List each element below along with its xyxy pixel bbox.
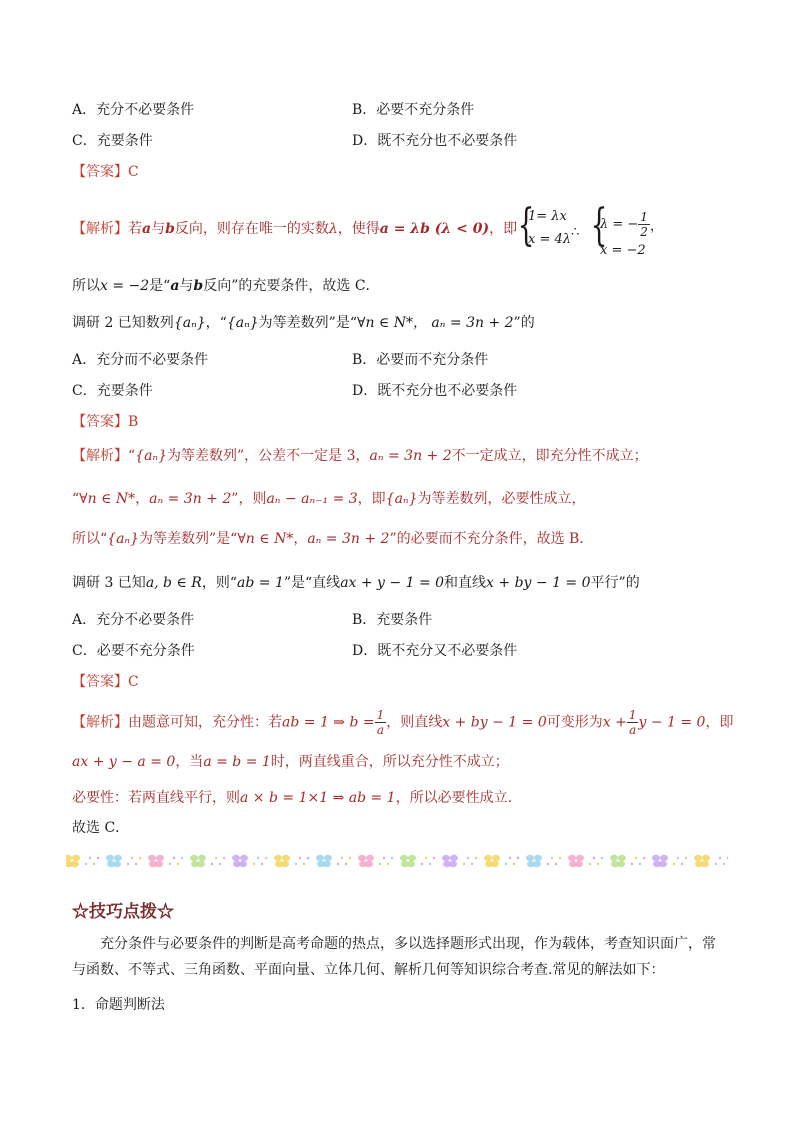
text: 反向”的充要条件，故选 C． <box>203 278 380 294</box>
dot-icon <box>421 863 423 865</box>
butterfly-icon <box>232 855 248 867</box>
dot-icon <box>379 863 381 865</box>
text: 与 <box>151 221 166 237</box>
butterfly-icon <box>66 855 80 867</box>
math: a <box>142 221 152 237</box>
q3-stem <box>72 573 640 593</box>
fraction <box>638 210 650 239</box>
text: ，则“ <box>201 575 237 591</box>
q1-answer <box>72 162 139 182</box>
dot-icon <box>677 857 679 859</box>
text: 不一定成立，即充分性不成立； <box>451 448 648 464</box>
dot-icon <box>391 857 393 859</box>
q3-analysis-line2 <box>72 752 509 772</box>
system-2-row1 <box>600 210 650 239</box>
answer-tag: 【答案】 <box>72 414 128 430</box>
fraction <box>627 708 639 737</box>
q3-analysis-line3 <box>72 788 512 808</box>
q3-analysis-line1 <box>72 708 733 737</box>
butterfly-icon <box>316 855 332 867</box>
math: a <box>170 278 180 294</box>
dot-icon <box>139 857 141 859</box>
text: 由题意可知，充分性：若 <box>128 714 282 731</box>
dot-icon <box>467 857 469 859</box>
denominator: a <box>376 723 385 737</box>
math: ab = 1 <box>237 575 284 591</box>
text: ，使得 <box>337 221 380 237</box>
numerator: 1 <box>640 210 648 224</box>
dot-icon <box>307 857 309 859</box>
analysis-tag: 【解析】 <box>72 714 128 731</box>
system-1-row1: 1= λx <box>528 209 567 224</box>
math: {aₙ} <box>107 531 140 547</box>
math: a = λb (λ < 0) <box>379 221 490 237</box>
comma: ， <box>650 219 664 234</box>
q3-option-c: C．必要不充分条件 <box>72 643 195 659</box>
butterfly-icon <box>610 855 626 867</box>
dot-icon <box>93 863 95 865</box>
q3-final: 故选 C． <box>72 820 130 836</box>
tips-item-1: 1．命题判断法 <box>72 997 165 1013</box>
dot-icon <box>723 863 725 865</box>
text: 若 <box>128 221 142 237</box>
q3-option-a: A．充分不必要条件 <box>72 612 195 628</box>
text: 为等差数列”是“ <box>258 315 357 331</box>
dot-icon <box>597 863 599 865</box>
q2-option-b: B．必要而不充分条件 <box>352 352 489 368</box>
math: {aₙ} <box>385 491 418 507</box>
text: ”是“直线 <box>283 575 341 591</box>
butterfly-icon <box>190 855 206 867</box>
math: ax + y − a = 0 <box>72 754 176 770</box>
text: 调研 3 已知 <box>72 575 146 591</box>
butterfly-icon <box>652 855 668 867</box>
dot-icon <box>719 857 721 859</box>
math: y − 1 = 0 <box>638 714 706 731</box>
text: ”的 <box>513 315 535 331</box>
dot-icon <box>673 863 675 865</box>
math: ∀n ∈ N* <box>79 491 136 507</box>
dot-icon <box>261 863 263 865</box>
dot-icon <box>177 863 179 865</box>
butterfly-icon <box>484 855 500 867</box>
dot-icon <box>223 857 225 859</box>
text: 必要性：若两直线平行，则 <box>72 790 240 806</box>
q1-option-c: C．充要条件 <box>72 133 153 149</box>
butterfly-icon <box>568 855 584 867</box>
dot-icon <box>555 863 557 865</box>
dot-icon <box>97 857 99 859</box>
text: 可变形为 <box>546 714 603 731</box>
dot-icon <box>253 863 255 865</box>
q1-conclusion <box>72 276 380 296</box>
numerator: 1 <box>376 708 385 722</box>
answer-value: C <box>128 164 139 180</box>
dot-icon <box>559 857 561 859</box>
dot-icon <box>387 863 389 865</box>
dot-icon <box>517 857 519 859</box>
dot-icon <box>643 857 645 859</box>
text: ，则直线 <box>386 714 443 731</box>
butterfly-icon <box>358 855 374 867</box>
butterfly-icon <box>274 855 290 867</box>
math: x + by − 1 = 0 <box>442 714 547 731</box>
text: 所以“ <box>72 531 108 547</box>
math: ab = 1 ⇒ b = <box>282 714 375 731</box>
dot-icon <box>471 863 473 865</box>
text: “ <box>72 491 80 507</box>
q2-answer <box>72 412 138 432</box>
therefore-symbol: ∴ <box>571 225 580 240</box>
text: 调研 2 已知数列 <box>72 315 174 331</box>
dot-icon <box>547 863 549 865</box>
text: ， <box>135 491 150 507</box>
dot-icon <box>429 863 431 865</box>
fraction <box>375 708 387 737</box>
math: x + <box>602 714 627 731</box>
math: {aₙ} <box>173 315 206 331</box>
math: {aₙ} <box>135 448 168 464</box>
text: 是“ <box>149 278 171 294</box>
dot-icon <box>463 863 465 865</box>
q1-analysis-line1 <box>72 219 517 239</box>
dot-icon <box>219 863 221 865</box>
system-1-row2: x = 4λ <box>528 232 571 247</box>
dot-icon <box>127 863 129 865</box>
math: aₙ = 3n + 2 <box>307 531 390 547</box>
brace-1: { <box>517 200 535 251</box>
math: ∀n ∈ N*， aₙ = 3n + 2 <box>357 315 514 331</box>
q2-option-a: A．充分而不必要条件 <box>72 352 209 368</box>
dot-icon <box>715 863 717 865</box>
text: 与 <box>179 278 194 294</box>
text: 反向，则存在唯一的实数 <box>174 221 329 237</box>
text: “ <box>128 448 136 464</box>
dot-icon <box>337 863 339 865</box>
dot-icon <box>89 857 91 859</box>
math: aₙ = 3n + 2 <box>369 448 452 464</box>
dot-icon <box>211 863 213 865</box>
dot-icon <box>383 857 385 859</box>
text: ，即 <box>705 714 734 731</box>
dot-icon <box>727 857 728 859</box>
dot-icon <box>593 857 595 859</box>
brace-2: { <box>590 200 608 251</box>
dot-icon <box>349 857 351 859</box>
text: ，“ <box>205 315 227 331</box>
text: λ = − <box>600 217 639 232</box>
butterfly-icon <box>526 855 542 867</box>
math: ax + y − 1 = 0 <box>340 575 445 591</box>
math: aₙ − aₙ₋₁ = 3 <box>266 491 358 507</box>
dot-icon <box>433 857 435 859</box>
math: ∀n ∈ N* <box>237 531 294 547</box>
math: b <box>165 221 175 237</box>
decorative-divider <box>66 852 728 870</box>
math: λ <box>328 221 338 237</box>
dot-icon <box>181 857 183 859</box>
text: 时，两直线重合，所以充分性不成立； <box>270 754 509 770</box>
numerator: 1 <box>628 708 637 722</box>
text: 和直线 <box>444 575 487 591</box>
text: 为等差数列”，公差不一定是 3， <box>167 448 370 464</box>
dot-icon <box>303 863 305 865</box>
text: ，当 <box>175 754 204 770</box>
text: ，即 <box>357 491 386 507</box>
text: ，所以必要性成立. <box>395 790 513 806</box>
q3-answer <box>72 672 139 692</box>
dot-icon <box>513 863 515 865</box>
butterfly-icon <box>106 855 122 867</box>
butterfly-icon <box>148 855 164 867</box>
dot-icon <box>135 863 137 865</box>
text: ”的必要而不充分条件，故选 B． <box>389 531 594 547</box>
dot-icon <box>341 857 343 859</box>
math: a × b = 1×1 ⇒ ab = 1 <box>240 790 396 806</box>
q2-stem <box>72 313 535 333</box>
math: b <box>193 278 204 294</box>
dot-icon <box>509 857 511 859</box>
answer-tag: 【答案】 <box>72 164 128 180</box>
butterfly-icon <box>442 855 458 867</box>
math: x + by − 1 = 0 <box>486 575 591 591</box>
dot-icon <box>425 857 427 859</box>
q1-option-a: A．充分不必要条件 <box>72 102 195 118</box>
dot-icon <box>295 863 297 865</box>
dot-icon <box>601 857 603 859</box>
math: a = b = 1 <box>203 754 271 770</box>
math: aₙ = 3n + 2 <box>149 491 232 507</box>
answer-tag: 【答案】 <box>72 674 128 690</box>
dot-icon <box>635 857 637 859</box>
text: 平行”的 <box>590 575 640 591</box>
text: 所以 <box>72 278 100 294</box>
math: a, b ∈ R <box>145 575 202 591</box>
text: ， <box>293 531 308 547</box>
dot-icon <box>265 857 267 859</box>
dot-icon <box>631 863 633 865</box>
q3-option-d: D．既不充分又不必要条件 <box>352 643 518 659</box>
text: 为等差数列”是“ <box>139 531 238 547</box>
dot-icon <box>551 857 553 859</box>
tips-title: ☆技巧点拨☆ <box>72 902 174 922</box>
dot-icon <box>685 857 687 859</box>
denominator: a <box>629 723 637 737</box>
butterfly-icon <box>694 855 710 867</box>
dot-icon <box>475 857 477 859</box>
dot-icon <box>505 863 507 865</box>
answer-value: B <box>128 414 139 430</box>
text: ，即 <box>489 221 518 237</box>
q2-option-c: C．充要条件 <box>72 383 153 399</box>
dot-icon <box>589 863 591 865</box>
dot-icon <box>131 857 133 859</box>
q2-analysis-line3 <box>72 529 593 549</box>
dot-icon <box>639 863 641 865</box>
dot-icon <box>173 857 175 859</box>
denominator: 2 <box>640 225 648 239</box>
tips-paragraph: 充分条件与必要条件的判断是高考命题的热点，多以选择题形式出现，作为载体，考查知识面广，常与函数、不等式、三角函数、平面向量、立体几何、解析几何等知识综合考查.常见的解法如下： <box>72 936 716 978</box>
dot-icon <box>257 857 259 859</box>
math: {aₙ} <box>226 315 259 331</box>
dot-icon <box>681 863 683 865</box>
analysis-tag: 【解析】 <box>72 448 128 464</box>
q2-analysis-line1 <box>72 446 648 466</box>
q3-option-b: B．充要条件 <box>352 612 433 628</box>
answer-value: C <box>128 674 139 690</box>
text: ”，则 <box>231 491 267 507</box>
butterfly-icon <box>400 855 416 867</box>
dot-icon <box>85 863 87 865</box>
q1-option-b: B．必要不充分条件 <box>352 102 475 118</box>
dot-icon <box>169 863 171 865</box>
q2-analysis-line2 <box>72 489 586 509</box>
text: 为等差数列，必要性成立， <box>417 491 586 507</box>
system-2-row2: x = −2 <box>600 243 646 258</box>
analysis-tag: 【解析】 <box>72 221 128 237</box>
q1-option-d: D．既不充分也不必要条件 <box>352 133 518 149</box>
dot-icon <box>299 857 301 859</box>
q2-option-d: D．既不充分也不必要条件 <box>352 383 518 399</box>
dot-icon <box>345 863 347 865</box>
math: x = −2 <box>100 278 150 294</box>
dot-icon <box>215 857 217 859</box>
